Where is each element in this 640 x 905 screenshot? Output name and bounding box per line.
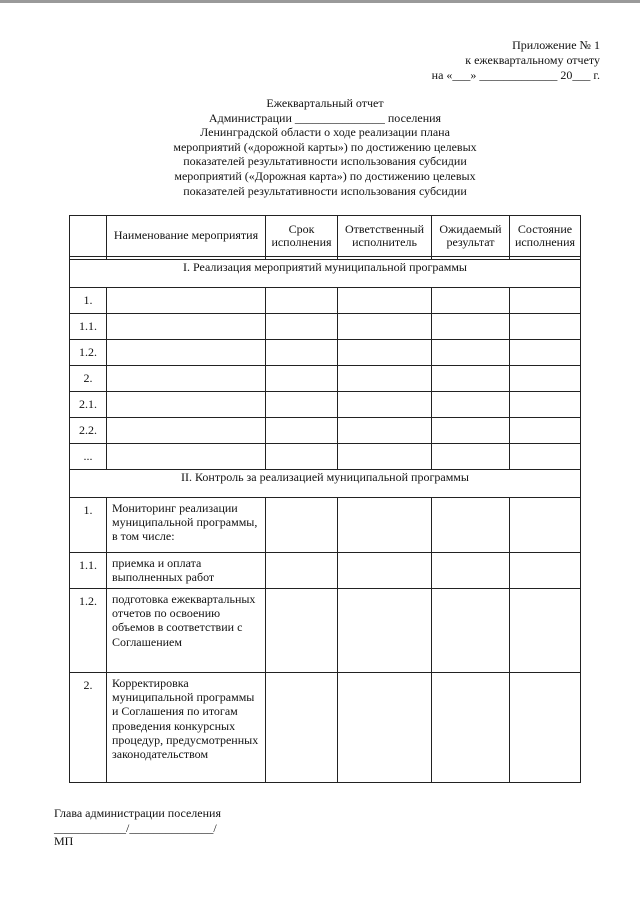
deadline-cell (266, 553, 338, 589)
responsible-cell (338, 673, 432, 783)
table-row (70, 288, 581, 314)
row-activity: подготовка ежеквартальных отчетов по освоению объемов в соответствии с Соглашением (107, 589, 266, 673)
section-title: II. Контроль за реализацией муниципальной программы (70, 470, 581, 498)
signature-block (54, 806, 221, 836)
header-number (70, 216, 107, 257)
row-number: 2. (70, 673, 107, 783)
header-status: Состояние исполнения (510, 216, 581, 257)
table-row (70, 444, 581, 470)
status-cell (510, 498, 581, 553)
title-line: мероприятий («дорожной карты») по достижению целевых (173, 139, 477, 154)
result-cell (432, 366, 510, 392)
name-cell (107, 392, 266, 418)
status-cell (510, 314, 581, 340)
row-number: 1.2. (70, 589, 107, 673)
deadline-cell (266, 366, 338, 392)
deadline-cell (266, 589, 338, 673)
row-number: 2.1. (70, 392, 107, 418)
deadline-cell (266, 418, 338, 444)
name-cell (107, 314, 266, 340)
table-row (70, 418, 581, 444)
status-cell (510, 589, 581, 673)
responsible-cell (338, 340, 432, 366)
section-row (70, 470, 581, 498)
result-cell (432, 553, 510, 589)
name-cell (107, 418, 266, 444)
responsible-cell (338, 444, 432, 470)
deadline-cell (266, 498, 338, 553)
table-row (70, 340, 581, 366)
title-line: мероприятий («Дорожная карта») по достижению целевых (174, 168, 476, 183)
table-row (70, 392, 581, 418)
status-cell (510, 553, 581, 589)
deadline-cell (266, 288, 338, 314)
header-responsible: Ответственный исполнитель (338, 216, 432, 257)
top-rule (0, 0, 640, 3)
status-cell (510, 288, 581, 314)
row-number: 2.2. (70, 418, 107, 444)
table-row (70, 553, 581, 589)
table-row (70, 314, 581, 340)
name-cell (107, 288, 266, 314)
title-line: Ежеквартальный отчет (266, 96, 384, 110)
document-title (140, 96, 510, 198)
result-cell (432, 418, 510, 444)
status-cell (510, 418, 581, 444)
responsible-cell (338, 589, 432, 673)
name-cell (107, 444, 266, 470)
row-activity: Мониторинг реализации муниципальной программы, в том числе: (107, 498, 266, 553)
responsible-cell (338, 288, 432, 314)
responsible-cell (338, 366, 432, 392)
header-name: Наименование мероприятия (107, 216, 266, 257)
row-number: 2. (70, 366, 107, 392)
table-row (70, 366, 581, 392)
appendix-subtitle: к ежеквартальному отчету (465, 53, 600, 67)
result-cell (432, 673, 510, 783)
appendix-date: на «___» _____________ 20___ г. (431, 68, 600, 82)
plan-table (69, 215, 581, 783)
responsible-cell (338, 553, 432, 589)
row-number: 1.1. (70, 553, 107, 589)
result-cell (432, 340, 510, 366)
deadline-cell (266, 673, 338, 783)
table-row (70, 673, 581, 783)
table-row (70, 498, 581, 553)
row-number: 1.2. (70, 340, 107, 366)
status-cell (510, 444, 581, 470)
row-number: 1. (70, 288, 107, 314)
section-row (70, 260, 581, 288)
responsible-cell (338, 418, 432, 444)
header-expected-result: Ожидаемый результат (432, 216, 510, 257)
row-number: 1. (70, 498, 107, 553)
result-cell (432, 498, 510, 553)
result-cell (432, 444, 510, 470)
signature-label: Глава администрации поселения (54, 806, 221, 820)
result-cell (432, 392, 510, 418)
title-line: Ленинградской области о ходе реализации плана (200, 125, 450, 140)
table-row (70, 589, 581, 673)
deadline-cell (266, 444, 338, 470)
row-number: 1.1. (70, 314, 107, 340)
result-cell (432, 314, 510, 340)
status-cell (510, 673, 581, 783)
deadline-cell (266, 392, 338, 418)
row-activity: Корректировка муниципальной программы и Соглашения по итогам проведения конкурсных процедур, предусмотренных законодательством (107, 673, 266, 783)
responsible-cell (338, 498, 432, 553)
header-deadline: Срок исполнения (266, 216, 338, 257)
name-cell (107, 340, 266, 366)
deadline-cell (266, 340, 338, 366)
responsible-cell (338, 314, 432, 340)
row-activity: приемка и оплата выполненных работ (107, 553, 266, 589)
status-cell (510, 366, 581, 392)
row-number: ... (70, 444, 107, 470)
appendix-title: Приложение № 1 (512, 38, 600, 52)
responsible-cell (338, 392, 432, 418)
signature-line: ____________/______________/ (54, 821, 217, 835)
status-cell (510, 392, 581, 418)
result-cell (432, 589, 510, 673)
appendix-block (432, 38, 600, 83)
title-line: Администрации _______________ поселения (208, 110, 442, 125)
status-cell (510, 340, 581, 366)
name-cell (107, 366, 266, 392)
title-line: показателей результативности использования субсидии (183, 183, 467, 198)
result-cell (432, 288, 510, 314)
title-line: показателей результативности использования субсидии (183, 154, 467, 169)
stamp-label: МП (54, 834, 74, 848)
deadline-cell (266, 314, 338, 340)
section-title: I. Реализация мероприятий муниципальной программы (70, 260, 581, 288)
